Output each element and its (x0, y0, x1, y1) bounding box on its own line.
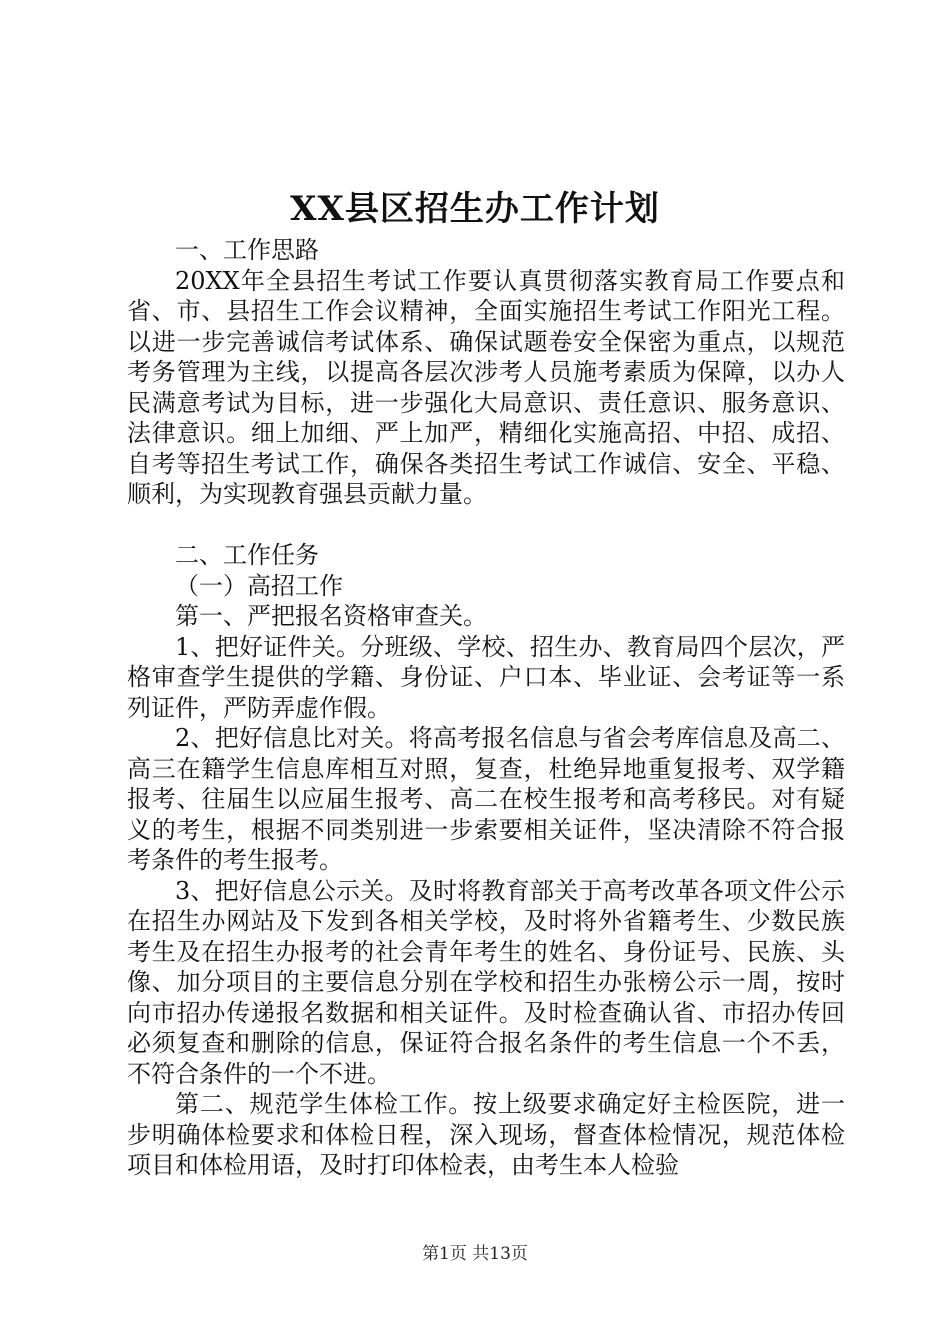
document-body (127, 235, 845, 1181)
paragraph-spacer (127, 510, 845, 541)
paragraph-physical-exam: 第二、规范学生体检工作。按上级要求确定好主检医院，进一步明确体检要求和体检日程，深入现场，督查体检情况，规范体检项目和体检用语，及时打印体检表，由考生本人检验 (127, 1090, 845, 1179)
paragraph-document-check: 1、把好证件关。分班级、学校、招生办、教育局四个层次，严格审查学生提供的学籍、身份证、户口本、毕业证、会考证等一系列证件，严防弄虚作假。 (127, 632, 845, 722)
item-heading-registration-review: 第一、严把报名资格审查关。 (175, 602, 487, 630)
subsection-heading-college-admission: （一）高招工作 (175, 571, 343, 600)
paragraph-work-approach: 20XX年全县招生考试工作要认真贯彻落实教育局工作要点和省、市、县招生工作会议精神，全面实施招生考试工作阳光工程。以进一步完善诚信考试体系、确保试题卷安全保密为重点，以规范考务管理为主线，以提高各层次涉考人员施考素质为保障，以办人民满意考试为目标，进一步强化大局意识、责任意识、服务意识、法律意识。细上加细、严上加严，精细化实施高招、中招、成招、自考等招生考试工作，确保各类招生考试工作诚信、安全、平稳、顺利，为实现教育强县贡献力量。 (127, 266, 845, 508)
paragraph-info-publicity: 3、把好信息公示关。及时将教育部关于高考改革各项文件公示在招生办网站及下发到各相关学校，及时将外省籍考生、少数民族考生及在招生办报考的社会青年考生的姓名、身份证号、民族、头像、加分项目的主要信息分别在学校和招生办张榜公示一周，按时向市招办传递报名数据和相关证件。及时检查确认省、市招办传回必须复查和删除的信息，保证符合报名条件的考生信息一个不丢，不符合条件的一个不进。 (127, 876, 845, 1088)
section-heading-work-tasks: 二、工作任务 (175, 541, 319, 569)
section-heading-work-approach: 一、工作思路 (175, 236, 319, 264)
page-number: 第1页 共13页 (422, 1244, 528, 1264)
paragraph-info-comparison: 2、把好信息比对关。将高考报名信息与省会考库信息及高二、高三在籍学生信息库相互对照，复查，杜绝异地重复报考、双学籍报考、往届生以应届生报考、高二在校生报考和高考移民。对有疑义的考生，根据不同类别进一步索要相关证件，坚决清除不符合报考条件的考生报考。 (127, 724, 845, 874)
document-title: XX县区招生办工作计划 (290, 189, 660, 229)
